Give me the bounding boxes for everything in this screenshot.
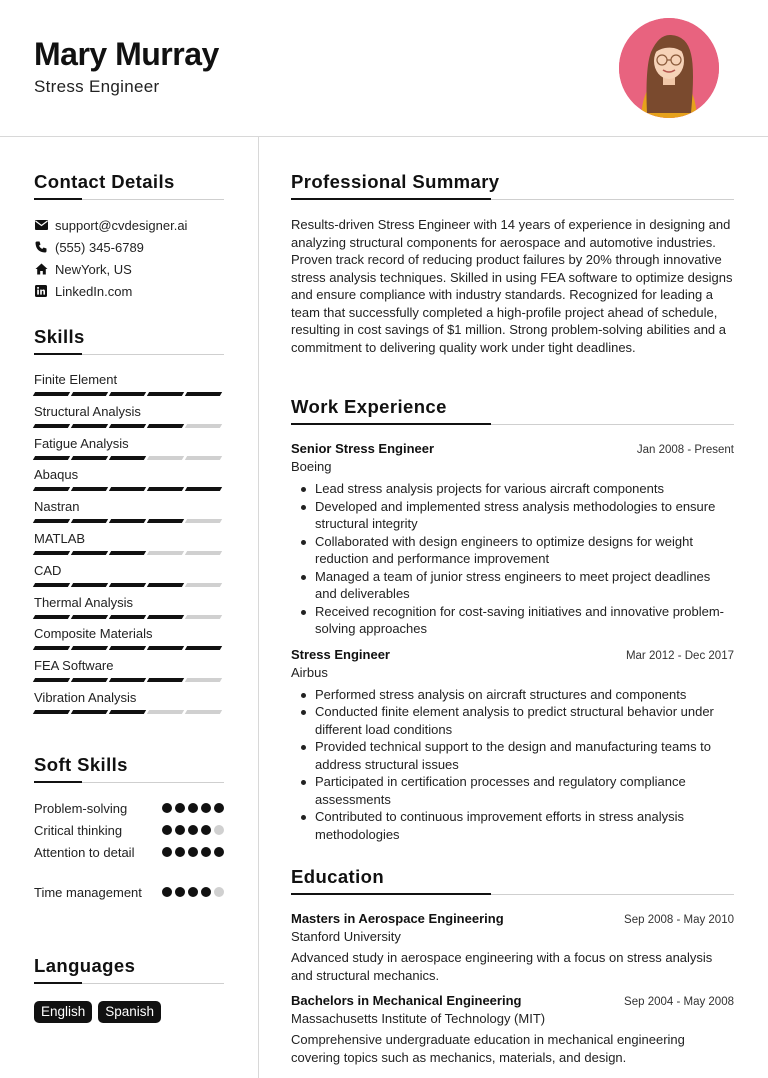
soft-skill-item	[34, 800, 224, 822]
skill-level-segment	[33, 519, 70, 523]
job-bullet: Conducted finite element analysis to predict structural behavior under different load conditions	[291, 703, 734, 738]
skill-level-bar	[34, 615, 224, 619]
skill-name: FEA Software	[34, 658, 114, 674]
job-company: Boeing	[291, 459, 332, 474]
education-entry	[291, 993, 734, 1066]
skill-level-segment	[147, 392, 184, 396]
soft-skill-rating	[162, 825, 224, 844]
envelope-icon	[34, 218, 48, 232]
experience-heading: Work Experience	[291, 396, 734, 425]
skill-level-segment	[185, 424, 222, 428]
skill-level-segment	[147, 646, 184, 650]
job-date: Mar 2012 - Dec 2017	[625, 649, 734, 662]
job-role: Senior Stress Engineer	[291, 441, 435, 456]
skill-level-segment	[109, 615, 146, 619]
resume-header	[0, 0, 768, 137]
skill-item	[34, 403, 224, 435]
skill-level-segment	[147, 487, 184, 491]
candidate-name: Mary Murray	[34, 36, 219, 72]
rating-dot	[162, 887, 172, 897]
skill-level-segment	[147, 678, 184, 682]
skill-level-segment	[185, 487, 222, 491]
contact-phone[interactable]	[34, 236, 224, 258]
skill-level-segment	[33, 615, 70, 619]
job-entry	[291, 441, 734, 638]
skills-list	[34, 371, 224, 721]
skill-level-segment	[185, 456, 222, 460]
soft-skill-rating	[162, 887, 224, 924]
skill-level-segment	[33, 424, 70, 428]
skill-name: Abaqus	[34, 467, 79, 483]
skill-level-segment	[147, 456, 184, 460]
skill-name: Structural Analysis	[34, 403, 141, 419]
languages-list	[34, 1001, 224, 1023]
education-school: Massachusetts Institute of Technology (MIT)	[291, 1011, 546, 1026]
portrait-illustration	[619, 18, 719, 118]
home-icon	[34, 262, 48, 276]
skill-level-bar	[34, 456, 224, 460]
skill-level-segment	[147, 583, 184, 587]
skill-level-segment	[185, 710, 222, 714]
job-bullet: Performed stress analysis on aircraft structures and components	[291, 686, 734, 704]
skill-level-segment	[109, 424, 146, 428]
skill-item	[34, 498, 224, 530]
job-bullet: Contributed to continuous improvement efforts in stress analysis methodologies	[291, 808, 734, 843]
rating-dot	[201, 803, 211, 813]
skill-name: Finite Element	[34, 372, 118, 387]
skill-item	[34, 435, 224, 467]
soft-skill-name: Time management	[34, 885, 142, 900]
skill-name: Composite Materials	[34, 626, 153, 642]
job-bullet: Collaborated with design engineers to optimize designs for weight reduction and performance improvement	[291, 533, 734, 568]
languages-section	[34, 955, 224, 1023]
language-badge: Spanish	[98, 1001, 161, 1023]
rating-dot	[214, 825, 224, 835]
skill-item	[34, 657, 224, 689]
contact-email-text: support@cvdesigner.ai	[55, 217, 188, 233]
skill-level-segment	[147, 551, 184, 555]
rating-dot	[175, 847, 185, 857]
skill-level-segment	[71, 456, 108, 460]
summary-text: Results-driven Stress Engineer with 14 years of experience in designing and analyzing structural components for aerospace and automotive industries. Proven track record of reducing product failures by 20% through innovative stress analysis techniques. Skilled in using FEA software to optimize designs and ensure compliance with industry standards. Recognized for leading a team that successfully completed a high-profile project ahead of schedule, resulting in cost savings of $1 million. Strong problem-solving abilities and a commitment to delivering quality work under tight deadlines.	[291, 217, 733, 355]
job-header	[291, 441, 734, 456]
skill-level-segment	[147, 710, 184, 714]
contact-location-text: NewYork, US	[55, 261, 132, 277]
job-bullet: Developed and implemented stress analysis methodologies to ensure structural integrity	[291, 498, 734, 533]
soft-skills-list	[34, 800, 224, 924]
skill-level-segment	[33, 678, 70, 682]
skill-level-segment	[185, 615, 222, 619]
soft-skills-section	[34, 754, 224, 924]
education-list	[291, 911, 734, 1066]
education-section	[291, 866, 734, 1066]
contact-heading: Contact Details	[34, 171, 224, 200]
skill-level-segment	[185, 392, 222, 396]
skill-level-segment	[185, 646, 222, 650]
skill-level-segment	[147, 424, 184, 428]
job-date: Jan 2008 - Present	[636, 444, 734, 456]
contact-phone-text: (555) 345-6789	[55, 239, 144, 255]
rating-dot	[214, 803, 224, 813]
skill-level-segment	[109, 392, 146, 396]
skill-level-segment	[109, 551, 146, 555]
skill-level-segment	[109, 487, 146, 491]
rating-dot	[175, 803, 185, 813]
rating-dot	[201, 887, 211, 897]
skill-level-segment	[71, 710, 108, 714]
rating-dot	[175, 887, 185, 897]
skill-level-segment	[109, 646, 146, 650]
candidate-title: Stress Engineer	[34, 77, 160, 96]
skill-level-segment	[109, 710, 146, 714]
rating-dot	[175, 825, 185, 835]
job-bullet: Managed a team of junior stress engineers to meet project deadlines and deliverables	[291, 568, 734, 603]
skill-level-segment	[71, 551, 108, 555]
education-description: Comprehensive undergraduate education in mechanical engineering covering topics such as mechanics, materials, and design.	[291, 1032, 685, 1065]
linkedin-icon	[34, 284, 48, 298]
education-description: Advanced study in aerospace engineering with a focus on stress analysis and structural mechanics.	[291, 950, 713, 983]
skill-name: Nastran	[34, 499, 80, 515]
skill-level-segment	[185, 551, 222, 555]
rating-dot	[188, 887, 198, 897]
education-school: Stanford University	[291, 929, 401, 944]
rating-dot	[201, 847, 211, 857]
phone-icon	[34, 240, 48, 254]
skill-level-segment	[33, 456, 70, 460]
soft-skill-name: Problem-solving	[34, 801, 128, 816]
education-date: Sep 2008 - May 2010	[624, 914, 734, 926]
job-company: Airbus	[291, 664, 328, 680]
profile-photo	[619, 18, 719, 118]
job-role: Stress Engineer	[291, 646, 390, 662]
jobs-list	[291, 441, 734, 843]
skill-name: Fatigue Analysis	[34, 435, 129, 451]
education-degree: Bachelors in Mechanical Engineering	[291, 993, 522, 1008]
soft-skill-item	[34, 844, 224, 884]
skill-level-segment	[33, 646, 70, 650]
skill-level-segment	[185, 519, 222, 523]
skill-level-segment	[147, 519, 184, 523]
soft-skill-item	[34, 884, 224, 924]
job-entry	[291, 647, 734, 844]
rating-dot	[162, 847, 172, 857]
skill-name: Thermal Analysis	[34, 594, 133, 610]
rating-dot	[214, 847, 224, 857]
skill-level-segment	[109, 456, 146, 460]
skill-item	[34, 562, 224, 594]
skill-level-segment	[185, 583, 222, 587]
skill-level-segment	[71, 646, 108, 650]
skill-level-segment	[109, 678, 146, 682]
skill-level-segment	[71, 519, 108, 523]
skill-level-segment	[147, 615, 184, 619]
education-date: Sep 2004 - May 2008	[624, 996, 734, 1008]
rating-dot	[188, 847, 198, 857]
skills-heading: Skills	[34, 326, 224, 355]
education-header	[291, 911, 734, 926]
job-bullet: Received recognition for cost-saving initiatives and innovative problem-solving approaches	[291, 603, 734, 638]
skill-item	[34, 371, 224, 403]
skill-level-bar	[34, 487, 224, 491]
contact-email[interactable]	[34, 214, 224, 236]
soft-skill-item	[34, 822, 224, 844]
rating-dot	[188, 803, 198, 813]
soft-skills-heading: Soft Skills	[34, 754, 224, 783]
soft-skill-rating	[162, 847, 224, 884]
rating-dot	[201, 825, 211, 835]
contact-section	[34, 171, 224, 302]
skill-level-bar	[34, 646, 224, 650]
skill-level-segment	[71, 424, 108, 428]
skill-level-bar	[34, 678, 224, 682]
soft-skill-rating	[162, 803, 224, 822]
job-bullets	[291, 480, 734, 638]
education-entry	[291, 911, 734, 984]
rating-dot	[162, 803, 172, 813]
skill-level-segment	[109, 583, 146, 587]
skills-section	[34, 326, 224, 721]
skill-level-segment	[33, 583, 70, 587]
skill-level-segment	[71, 615, 108, 619]
skill-level-segment	[71, 678, 108, 682]
skill-item	[34, 689, 224, 721]
skill-level-segment	[71, 392, 108, 396]
skill-item	[34, 530, 224, 562]
skill-level-segment	[33, 392, 70, 396]
rating-dot	[162, 825, 172, 835]
soft-skill-name: Critical thinking	[34, 823, 123, 838]
education-degree: Masters in Aerospace Engineering	[291, 911, 504, 926]
education-heading: Education	[291, 866, 734, 895]
skill-item	[34, 594, 224, 626]
skill-level-bar	[34, 519, 224, 523]
skill-level-bar	[34, 551, 224, 555]
job-bullet: Provided technical support to the design and manufacturing teams to address structural issues	[291, 738, 734, 773]
rating-dot	[188, 825, 198, 835]
skill-level-bar	[34, 710, 224, 714]
contact-linkedin-text: LinkedIn.com	[55, 283, 133, 299]
contact-linkedin[interactable]	[34, 280, 224, 302]
experience-section	[291, 396, 734, 843]
summary-section	[291, 171, 734, 356]
soft-skill-name: Attention to detail	[34, 845, 135, 860]
skill-level-bar	[34, 392, 224, 396]
job-header	[291, 647, 734, 662]
skill-item	[34, 466, 224, 498]
skill-level-segment	[71, 583, 108, 587]
skill-level-segment	[33, 551, 70, 555]
education-header	[291, 993, 734, 1008]
job-bullet: Lead stress analysis projects for various aircraft components	[291, 480, 734, 498]
job-bullet: Participated in certification processes and regulatory compliance assessments	[291, 773, 734, 808]
language-badge: English	[34, 1001, 92, 1023]
skill-name: Vibration Analysis	[34, 689, 137, 705]
column-divider	[258, 137, 259, 1078]
skill-name: MATLAB	[34, 530, 86, 546]
skill-name: CAD	[34, 562, 62, 578]
languages-heading: Languages	[34, 955, 224, 984]
skill-level-segment	[71, 487, 108, 491]
skill-level-segment	[185, 678, 222, 682]
skill-level-bar	[34, 424, 224, 428]
rating-dot	[214, 887, 224, 897]
summary-heading: Professional Summary	[291, 171, 734, 200]
skill-level-segment	[33, 487, 70, 491]
skill-level-segment	[33, 710, 70, 714]
skill-level-segment	[109, 519, 146, 523]
contact-location	[34, 258, 224, 280]
skill-item	[34, 625, 224, 657]
skill-level-bar	[34, 583, 224, 587]
job-bullets	[291, 686, 734, 844]
